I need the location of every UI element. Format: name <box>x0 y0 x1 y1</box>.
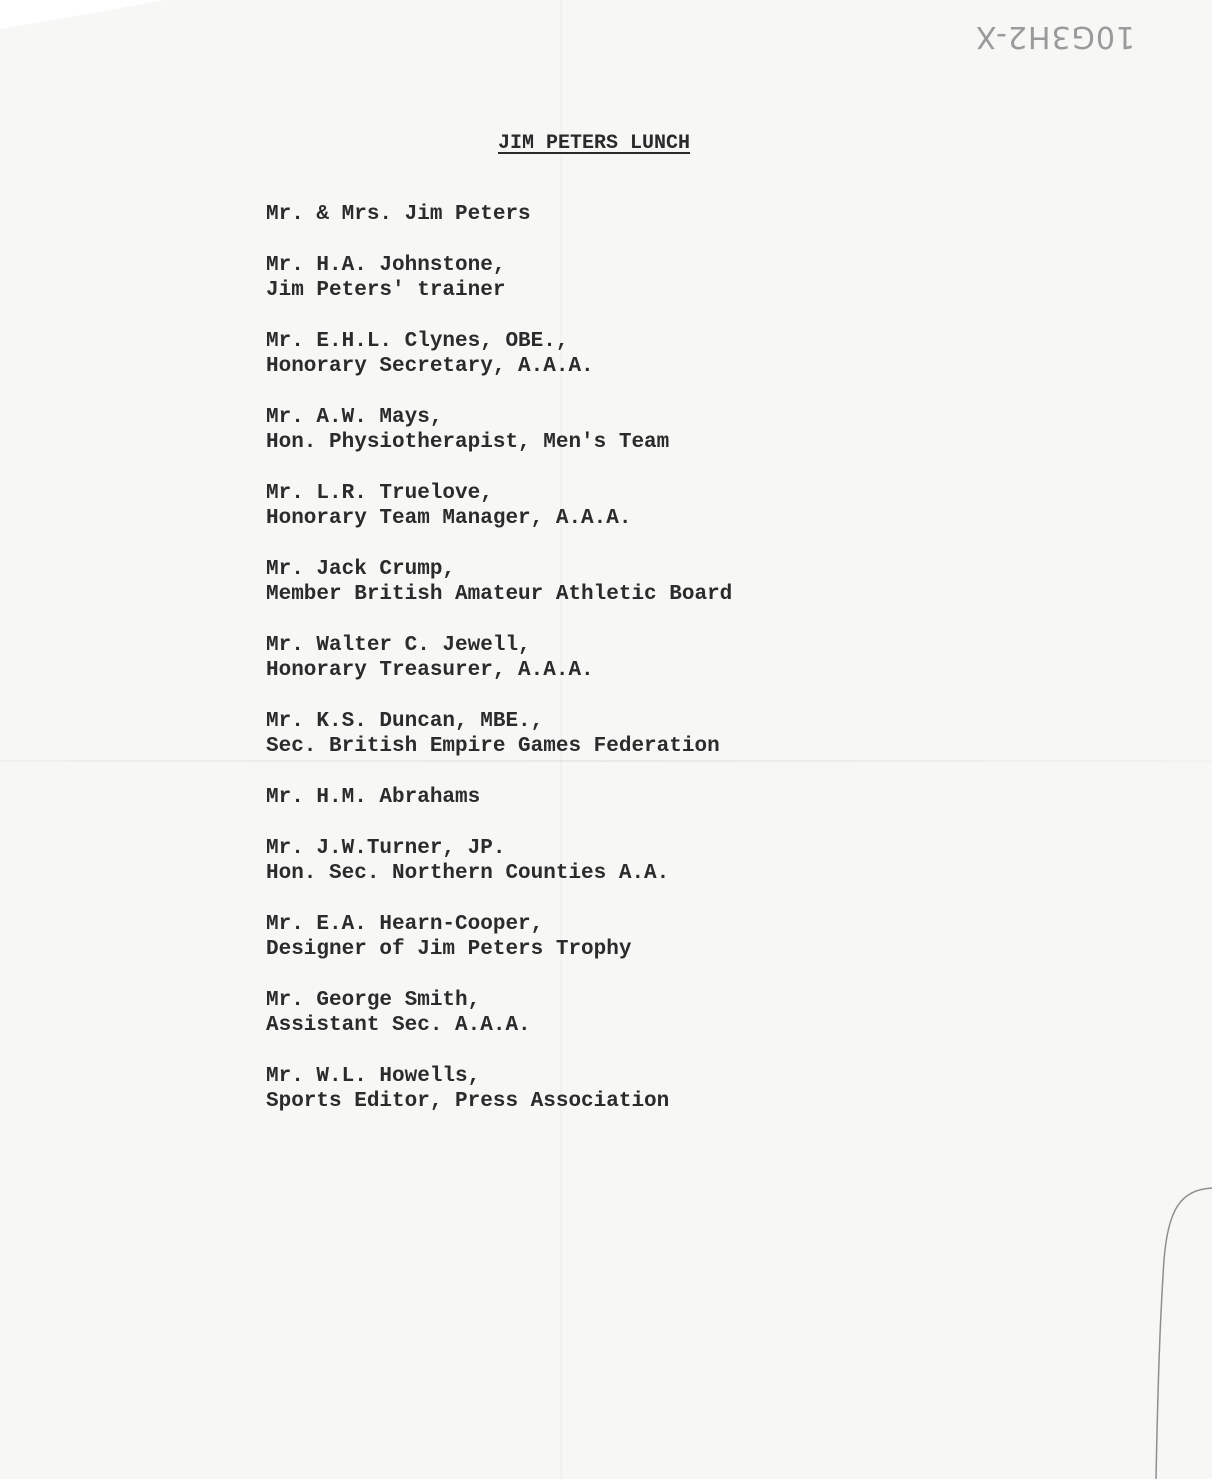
page-title: JIM PETERS LUNCH <box>498 132 691 155</box>
guest-role: Hon. Sec. Northern Counties A.A. <box>266 862 670 885</box>
list-item <box>266 405 866 455</box>
list-item <box>266 253 866 303</box>
list-item <box>266 329 866 379</box>
guest-role: Honorary Treasurer, A.A.A. <box>266 659 594 682</box>
guest-list <box>266 202 866 1140</box>
guest-role: Sec. British Empire Games Federation <box>266 735 720 758</box>
guest-role: Sports Editor, Press Association <box>266 1090 670 1113</box>
guest-role: Designer of Jim Peters Trophy <box>266 938 632 961</box>
guest-role: Jim Peters' trainer <box>266 279 506 302</box>
list-item <box>266 988 866 1038</box>
list-item <box>266 633 866 683</box>
guest-role: Member British Amateur Athletic Board <box>266 583 733 606</box>
torn-corner <box>0 0 240 30</box>
guest-name: Mr. E.A. Hearn-Cooper, <box>266 913 544 936</box>
list-item <box>266 785 866 810</box>
guest-name: Mr. K.S. Duncan, MBE., <box>266 710 544 733</box>
guest-name: Mr. A.W. Mays, <box>266 406 443 429</box>
list-item <box>266 709 866 759</box>
guest-role: Honorary Team Manager, A.A.A. <box>266 507 632 530</box>
guest-name: Mr. J.W.Turner, JP. <box>266 837 506 860</box>
list-item <box>266 836 866 886</box>
list-item <box>266 481 866 531</box>
list-item <box>266 202 866 227</box>
guest-name: Mr. & Mrs. Jim Peters <box>266 203 531 226</box>
guest-name: Mr. Walter C. Jewell, <box>266 634 531 657</box>
guest-name: Mr. H.A. Johnstone, <box>266 254 506 277</box>
guest-name: Mr. George Smith, <box>266 989 481 1012</box>
archive-number: 10G3H2-X <box>974 19 1136 54</box>
list-item <box>266 557 866 607</box>
guest-name: Mr. L.R. Truelove, <box>266 482 493 505</box>
guest-role: Honorary Secretary, A.A.A. <box>266 355 594 378</box>
guest-name: Mr. E.H.L. Clynes, OBE., <box>266 330 569 353</box>
list-item <box>266 912 866 962</box>
list-item <box>266 1064 866 1114</box>
guest-role: Assistant Sec. A.A.A. <box>266 1014 531 1037</box>
guest-name: Mr. W.L. Howells, <box>266 1065 481 1088</box>
guest-name: Mr. H.M. Abrahams <box>266 786 481 809</box>
guest-role: Hon. Physiotherapist, Men's Team <box>266 431 670 454</box>
guest-name: Mr. Jack Crump, <box>266 558 456 581</box>
page-edge-curve <box>1150 1180 1212 1479</box>
